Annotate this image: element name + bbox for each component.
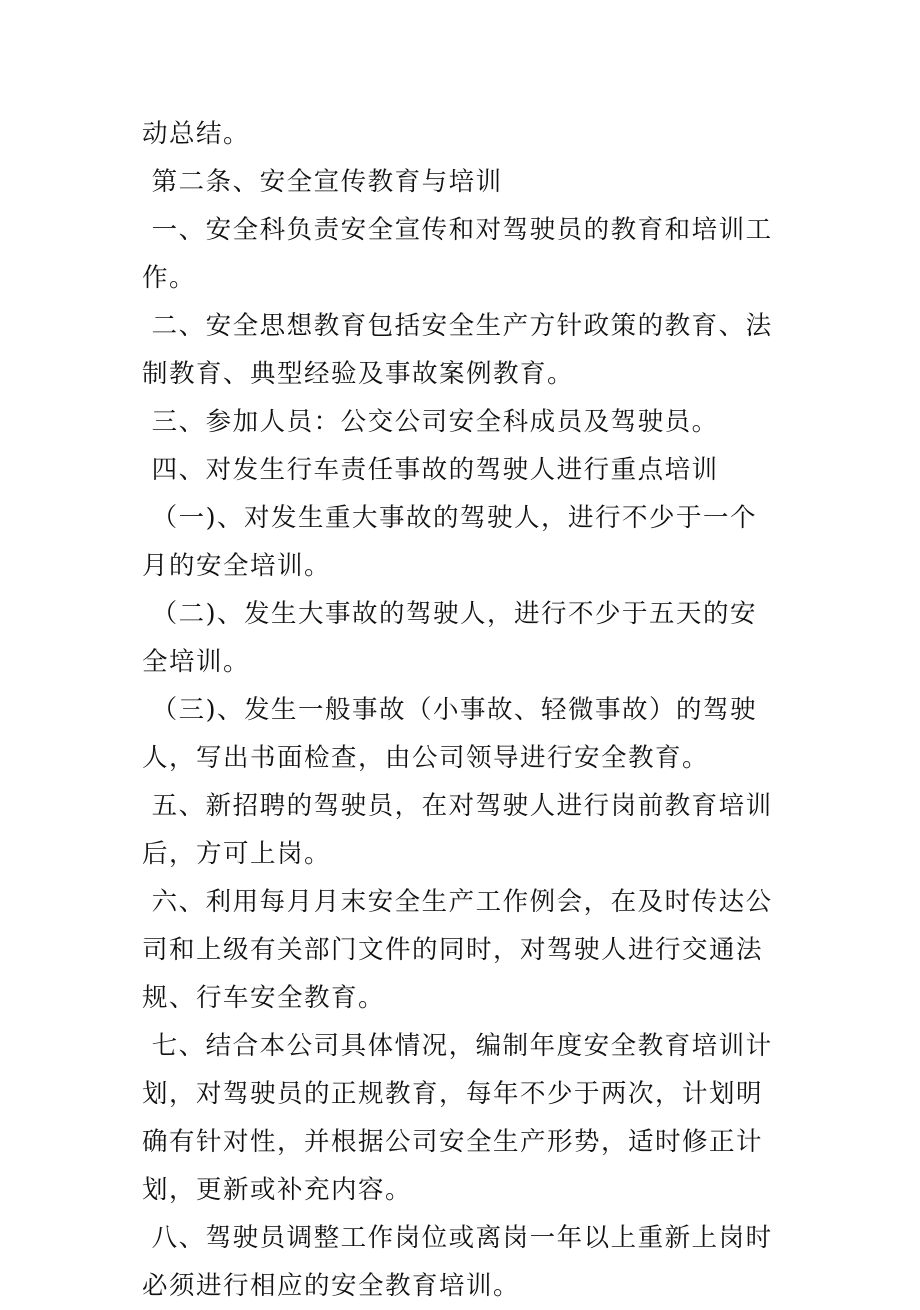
paragraph-item-3: 三、参加人员：公交公司安全科成员及驾驶员。 <box>142 407 719 437</box>
document-body <box>142 110 782 1310</box>
paragraph-subitem-3: （三)、发生一般事故（小事故、轻微事故）的驾驶人，写出书面检查，由公司领导进行安全教育。 <box>142 695 758 773</box>
paragraph-item-5: 五、新招聘的驾驶员，在对驾驶人进行岗前教育培训后，方可上岗。 <box>142 791 773 869</box>
paragraph-item-1: 一、安全科负责安全宣传和对驾驶员的教育和培训工作。 <box>142 215 773 293</box>
paragraph-1: 动总结。 <box>142 119 251 149</box>
paragraph-subitem-1: （一)、对发生重大事故的驾驶人，进行不少于一个月的安全培训。 <box>142 503 758 581</box>
paragraph-subitem-2: （二)、发生大事故的驾驶人，进行不少于五天的安全培训。 <box>142 599 758 677</box>
paragraph-item-4: 四、对发生行车责任事故的驾驶人进行重点培训 <box>142 455 719 485</box>
section-heading: 第二条、安全宣传教育与培训 <box>142 167 503 197</box>
paragraph-item-2: 二、安全思想教育包括安全生产方针政策的教育、法制教育、典型经验及事故案例教育。 <box>142 311 773 389</box>
paragraph-item-6: 六、利用每月月末安全生产工作例会，在及时传达公司和上级有关部门文件的同时，对驾驶人进行交通法规、行车安全教育。 <box>142 887 773 1013</box>
paragraph-item-7: 七、结合本公司具体情况，编制年度安全教育培训计划，对驾驶员的正规教育，每年不少于两次，计划明确有针对性，并根据公司安全生产形势，适时修正计划，更新或补充内容。 <box>142 1031 773 1205</box>
paragraph-item-8: 八、驾驶员调整工作岗位或离岗一年以上重新上岗时必须进行相应的安全教育培训。 <box>142 1223 773 1301</box>
